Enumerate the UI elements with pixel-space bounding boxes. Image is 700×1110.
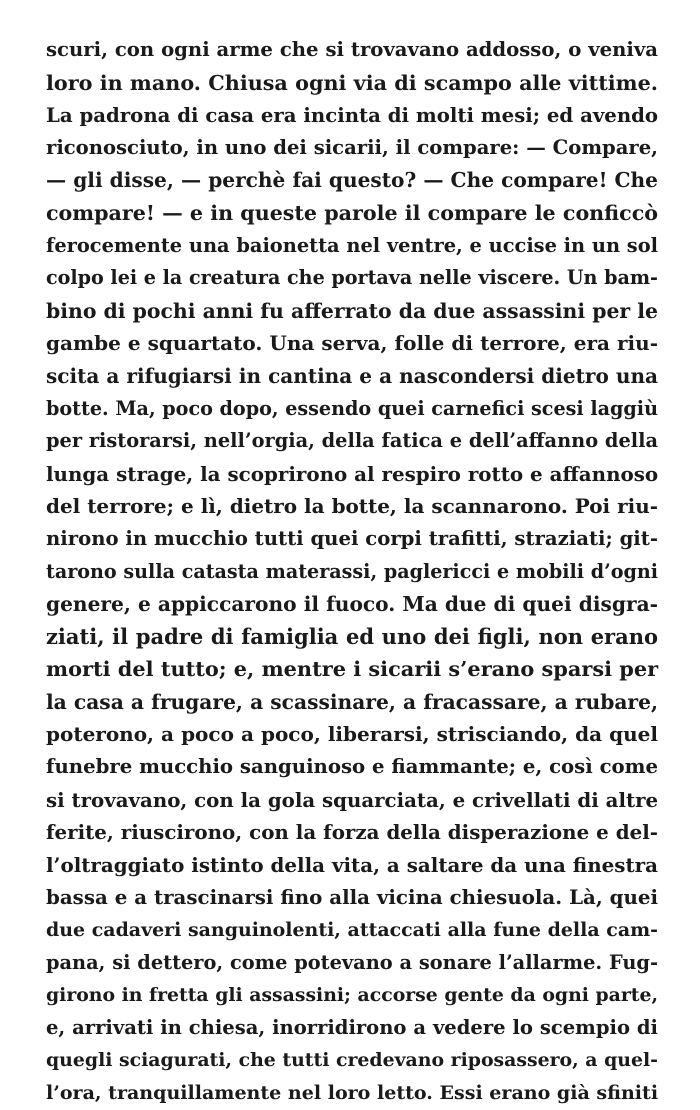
text-line: loro in mano. Chiusa ogni via di scampo alle vittime. <box>46 70 658 95</box>
text-line: quegli sciagurati, che tutti credevano riposassero, a quel- <box>46 1049 658 1072</box>
text-line: si trovavano, con la gola squarciata, e crivellati di altre <box>46 787 659 812</box>
text-line: del terrore; e lì, dietro la botte, la scannarono. Poi riu- <box>46 494 658 519</box>
text-line: pana, si dettero, come potevano a sonare l’allarme. Fug- <box>46 950 658 974</box>
text-line: morti del tutto; e, mentre i sicarii s’erano sparsi per <box>46 656 659 682</box>
text-line: bino di pochi anni fu afferrato da due assassini per le <box>46 298 658 323</box>
text-line: lunga strage, la scoprirono al respiro rotto e affannoso <box>46 461 659 486</box>
text-line: ferocemente una baionetta nel ventre, e uccise in un sol <box>46 233 658 257</box>
text-line: scita a rifugiarsi in cantina e a nascondersi dietro una <box>46 363 658 388</box>
text-line: la casa a frugare, a scassinare, a fracassare, a rubare, <box>46 689 658 714</box>
text-line: botte. Ma, poco dopo, essendo quei carnefici scesi laggiù <box>46 396 658 420</box>
text-line: l’oltraggiato istinto della vita, a saltare da una finestra <box>46 852 658 877</box>
text-line: ferite, riuscirono, con la forza della disperazione e del- <box>46 820 658 845</box>
text-line: e, arrivati in chiesa, inorridirono a vedere lo scempio di <box>46 1015 658 1039</box>
text-line: per ristorarsi, nell’orgia, della fatica e dell’affanno della <box>46 429 658 453</box>
text-line: girono in fretta gli assassini; accorse gente da ogni parte, <box>46 984 658 1007</box>
text-line: ziati, il padre di famiglia ed uno dei figli, non erano <box>46 623 658 649</box>
text-line: gambe e squartato. Una serva, folle di terrore, era riu- <box>46 331 658 356</box>
text-line: due cadaveri sanguinolenti, attaccati alla fune della cam- <box>46 919 658 942</box>
text-line: riconosciuto, in uno dei sicarii, il compare: — Compare, <box>46 135 658 159</box>
text-line: compare! — e in queste parole il compare le conficcò <box>46 200 658 225</box>
text-line: scuri, con ogni arme che si trovavano addosso, o veniva <box>46 38 658 61</box>
text-line: — gli disse, — perchè fai questo? — Che compare! Che <box>46 168 658 193</box>
text-line: poterono, a poco a poco, liberarsi, strisciando, da quel <box>46 722 658 747</box>
text-line: genere, e appiccarono il fuoco. Ma due di quei disgra- <box>46 592 658 617</box>
text-line: nirono in mucchio tutti quei corpi trafitti, straziati; git- <box>46 526 658 550</box>
text-line: l’ora, tranquillamente nel loro letto. Essi erano già sfiniti <box>46 1082 659 1104</box>
body-text <box>46 34 658 1110</box>
text-line: La padrona di casa era incinta di molti mesi; ed avendo <box>46 103 659 128</box>
text-line: funebre mucchio sanguinoso e fiammante; e, così come <box>46 755 658 779</box>
text-line: bassa e a trascinarsi fino alla vicina chiesuola. Là, quei <box>46 885 658 910</box>
text-line: tarono sulla catasta materassi, paglericci e mobili d’ogni <box>46 559 658 583</box>
text-line: colpo lei e la creatura che portava nelle viscere. Un bam- <box>46 266 658 290</box>
